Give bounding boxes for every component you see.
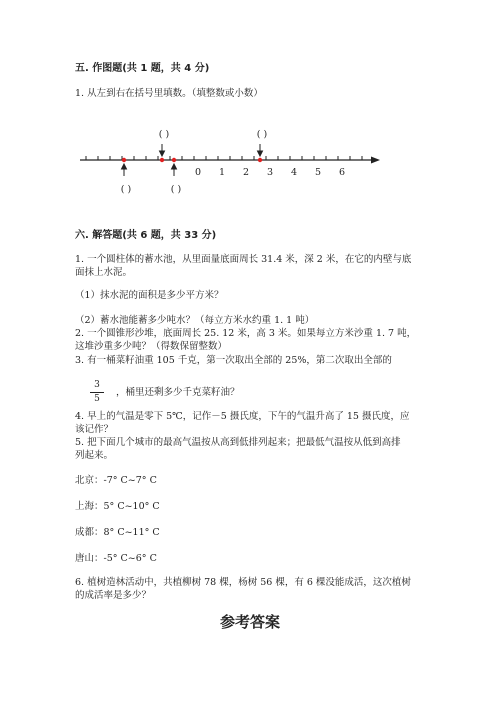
question-text: 1. 从左到右在括号里填数。（填整数或小数）	[75, 88, 263, 99]
question-text: 6. 植树造林活动中，共植柳树 78 棵，杨树 56 棵，有 6 棵没能成活，这次植树	[75, 577, 411, 588]
tick-label: 4	[290, 167, 298, 178]
tick-label: 5	[314, 167, 322, 178]
answer-blank: ( )	[158, 129, 170, 140]
question-text: 的成活率是多少？	[75, 590, 152, 601]
city-temperature: 上海：5° C~10° C	[75, 501, 160, 512]
question-text: 该记作？	[75, 424, 114, 435]
tick-label: 1	[218, 167, 226, 178]
answer-blank: ( )	[120, 184, 132, 195]
marker-point	[160, 158, 164, 162]
question-text: ，桶里还剩多少千克菜籽油？	[116, 387, 240, 398]
fraction-numerator: 3	[94, 380, 100, 390]
question-text: 1. 一个圆柱体的蓄水池，从里面量底面周长 31.4 米，深 2 米，在它的内壁与底	[75, 254, 412, 265]
fraction	[90, 380, 104, 405]
number-line	[70, 118, 390, 198]
city-temperature: 唐山：-5° C~6° C	[75, 553, 157, 564]
question-text: 列起来。	[75, 450, 114, 461]
section6-title: 六. 解答题(共 6 题，共 33 分)	[75, 230, 217, 241]
marker-point	[122, 158, 126, 162]
marker-point	[258, 158, 262, 162]
axis-arrow-icon	[371, 157, 380, 164]
question-text: （1）抹水泥的面积是多少平方米？	[75, 290, 224, 301]
question-text: 2. 一个圆锥形沙堆，底面周长 25. 12 米，高 3 米。如果每立方米沙重 1. 7 吨，	[75, 328, 417, 339]
tick-label: 3	[266, 167, 274, 178]
tick-label: 2	[242, 167, 250, 178]
city-temperature: 成都：8° C~11° C	[75, 527, 160, 538]
tick-label: 0	[194, 167, 202, 178]
section5-title: 五. 作图题(共 1 题，共 4 分)	[75, 63, 210, 74]
answer-blank: ( )	[256, 129, 268, 140]
question-text: 这堆沙重多少吨？（得数保留整数）	[75, 341, 228, 352]
city-temperature: 北京：-7° C~7° C	[75, 475, 157, 486]
marker-point	[172, 158, 176, 162]
question-text: 3. 有一桶菜籽油重 105 千克，第一次取出全部的 25%，第二次取出全部的	[75, 355, 392, 366]
question-text: 4. 早上的气温是零下 5℃，记作－5 摄氏度，下午的气温升高了 15 摄氏度，应	[75, 411, 410, 422]
tick-label: 6	[338, 167, 346, 178]
question-text: 面抹上水泥。	[75, 267, 133, 278]
fraction-denominator: 5	[94, 394, 100, 404]
tick-group	[86, 156, 362, 160]
answers-title: 参考答案	[219, 613, 280, 631]
question-text: （2）蓄水池能蓄多少吨水？（每立方米水约重 1. 1 吨）	[75, 315, 315, 326]
answer-blank: ( )	[170, 184, 182, 195]
question-text: 5. 把下面几个城市的最高气温按从高到低排列起来；把最低气温按从低到高排	[75, 437, 401, 448]
